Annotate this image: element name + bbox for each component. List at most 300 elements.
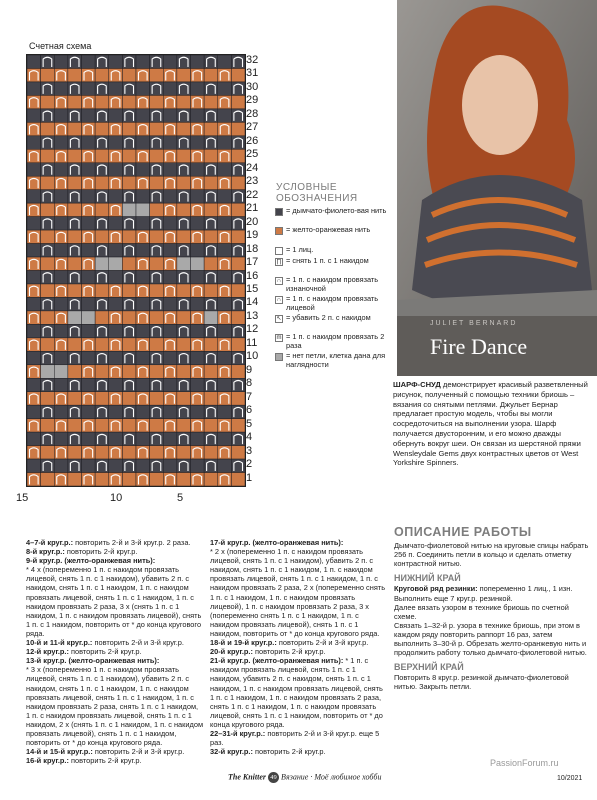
chart-cell xyxy=(68,149,82,162)
chart-cell xyxy=(218,378,232,391)
instruction-paragraph: 16-й круг.р.: повторить 2-й круг.р. xyxy=(26,756,142,766)
chart-cell xyxy=(204,109,218,122)
chart-cell xyxy=(204,82,218,95)
chart-cell xyxy=(41,55,55,68)
instruction-paragraph: 13-й круг.р. (желто-оранжевая нить): xyxy=(26,656,160,666)
chart-cell xyxy=(41,68,55,81)
chart-cell xyxy=(122,68,136,81)
chart-cell xyxy=(218,338,232,351)
row-number: 19 xyxy=(246,229,259,242)
chart-cell xyxy=(68,217,82,230)
chart-cell xyxy=(177,230,191,243)
chart-cell xyxy=(68,284,82,297)
chart-cell xyxy=(95,190,109,203)
chart-cell xyxy=(68,244,82,257)
chart-cell xyxy=(95,351,109,364)
col-num-10: 10 xyxy=(110,492,123,504)
chart-cell xyxy=(122,392,136,405)
chart-cell xyxy=(109,365,123,378)
slip-stitch-icon: ∏ xyxy=(276,259,282,265)
chart-cell xyxy=(177,122,191,135)
chart-cell xyxy=(82,378,96,391)
chart-cell xyxy=(27,176,41,189)
chart-cell xyxy=(136,95,150,108)
chart-cell xyxy=(191,257,205,270)
chart-cell xyxy=(218,257,232,270)
chart-cell xyxy=(204,311,218,324)
chart-cell xyxy=(191,244,205,257)
chart-cell xyxy=(177,55,191,68)
chart-cell xyxy=(218,68,232,81)
row-number: 24 xyxy=(246,161,259,174)
chart-cell xyxy=(150,149,164,162)
purple-swatch-icon xyxy=(275,208,283,216)
chart-title: Счетная схема xyxy=(29,41,92,51)
chart-cell xyxy=(218,392,232,405)
chart-cell xyxy=(136,244,150,257)
chart-cell xyxy=(177,432,191,445)
decrease-icon: ↖ xyxy=(276,316,282,322)
chart-cell xyxy=(136,297,150,310)
chart-cell xyxy=(54,109,68,122)
chart-cell xyxy=(82,459,96,472)
chart-cell xyxy=(68,459,82,472)
chart-cell xyxy=(95,55,109,68)
chart-cell xyxy=(41,392,55,405)
chart-cell xyxy=(109,82,123,95)
chart-cell xyxy=(218,122,232,135)
chart-cell xyxy=(163,217,177,230)
chart-cell xyxy=(41,351,55,364)
instructions-column-1 xyxy=(26,538,204,765)
chart-cell xyxy=(177,459,191,472)
chart-cell xyxy=(204,163,218,176)
chart-cell xyxy=(231,122,245,135)
chart-cell xyxy=(150,284,164,297)
chart-cell xyxy=(109,378,123,391)
chart-cell xyxy=(41,405,55,418)
chart-cell xyxy=(41,190,55,203)
chart-cell xyxy=(163,271,177,284)
chart-cell xyxy=(218,203,232,216)
chart-cell xyxy=(163,392,177,405)
chart-cell xyxy=(191,432,205,445)
chart-cell xyxy=(109,95,123,108)
chart-cell xyxy=(231,257,245,270)
chart-cell xyxy=(27,284,41,297)
chart-cell xyxy=(231,55,245,68)
knit-symbol-icon xyxy=(275,247,283,255)
chart-cell xyxy=(136,459,150,472)
chart-cell xyxy=(136,271,150,284)
chart-cell xyxy=(82,122,96,135)
intro-lead: ШАРФ-СНУД xyxy=(393,380,441,389)
chart-cell xyxy=(109,432,123,445)
chart-cell xyxy=(150,203,164,216)
row-number: 16 xyxy=(246,269,259,282)
chart-cell xyxy=(68,68,82,81)
chart-cell xyxy=(231,338,245,351)
chart-cell xyxy=(95,257,109,270)
chart-cell xyxy=(218,271,232,284)
chart-cell xyxy=(218,190,232,203)
chart-cell xyxy=(204,68,218,81)
chart-cell xyxy=(109,338,123,351)
chart-cell xyxy=(231,473,245,486)
chart-cell xyxy=(136,311,150,324)
chart-cell xyxy=(95,405,109,418)
pattern-title: Fire Dance xyxy=(430,334,528,359)
chart-cell xyxy=(41,365,55,378)
chart-cell xyxy=(95,297,109,310)
chart-cell xyxy=(177,419,191,432)
chart-cell xyxy=(95,163,109,176)
chart-cell xyxy=(68,324,82,337)
chart-cell xyxy=(41,459,55,472)
chart-cell xyxy=(82,136,96,149)
chart-cell xyxy=(136,405,150,418)
chart-cell xyxy=(109,176,123,189)
chart-cell xyxy=(109,473,123,486)
chart-cell xyxy=(231,297,245,310)
chart-cell xyxy=(150,473,164,486)
chart-cell xyxy=(204,149,218,162)
chart-cell xyxy=(122,378,136,391)
chart-cell xyxy=(231,95,245,108)
chart-cell xyxy=(231,271,245,284)
instruction-paragraph: 32-й круг.р.: повторить 2-й круг.р. xyxy=(210,747,326,757)
chart-cell xyxy=(122,82,136,95)
chart-cell xyxy=(54,82,68,95)
chart-cell xyxy=(218,176,232,189)
chart-cell xyxy=(95,109,109,122)
top-edge-heading: ВЕРХНИЙ КРАЙ xyxy=(394,662,464,673)
chart-cell xyxy=(82,217,96,230)
chart-cell xyxy=(191,311,205,324)
chart-cell xyxy=(204,217,218,230)
chart-cell xyxy=(163,190,177,203)
chart-cell xyxy=(68,473,82,486)
chart-cell xyxy=(136,432,150,445)
chart-cell xyxy=(218,244,232,257)
chart-cell xyxy=(191,446,205,459)
instruction-paragraph: 9-й круг.р. (желто-оранжевая нить): xyxy=(26,556,156,566)
chart-cell xyxy=(95,82,109,95)
chart-cell xyxy=(177,217,191,230)
chart-cell xyxy=(82,109,96,122)
chart-cell xyxy=(163,82,177,95)
row-number: 32 xyxy=(246,54,259,66)
chart-cell xyxy=(218,136,232,149)
col-num-15: 15 xyxy=(16,492,29,504)
chart-cell xyxy=(27,203,41,216)
chart-cell xyxy=(191,163,205,176)
chart-cell xyxy=(109,271,123,284)
chart-cell xyxy=(136,68,150,81)
chart-cell xyxy=(163,95,177,108)
chart-cell xyxy=(122,311,136,324)
chart-cell xyxy=(109,122,123,135)
chart-cell xyxy=(231,136,245,149)
chart-cell xyxy=(150,82,164,95)
chart-cell xyxy=(177,271,191,284)
chart-cell xyxy=(54,392,68,405)
chart-cell xyxy=(177,68,191,81)
chart-cell xyxy=(27,378,41,391)
chart-cell xyxy=(68,351,82,364)
chart-cell xyxy=(191,473,205,486)
chart-cell xyxy=(191,405,205,418)
chart-cell xyxy=(150,378,164,391)
row-number: 12 xyxy=(246,323,259,336)
chart-cell xyxy=(136,122,150,135)
knit-yo-icon: ∩ xyxy=(276,297,282,303)
orange-swatch-icon xyxy=(275,227,283,235)
chart-cell xyxy=(122,284,136,297)
chart-cell xyxy=(204,55,218,68)
chart-cell xyxy=(177,473,191,486)
chart-cell xyxy=(95,230,109,243)
chart-cell xyxy=(191,284,205,297)
chart-cell xyxy=(95,244,109,257)
chart-cell xyxy=(191,95,205,108)
chart-cell xyxy=(150,217,164,230)
chart-cell xyxy=(191,149,205,162)
chart-cell xyxy=(150,338,164,351)
chart-cell xyxy=(27,419,41,432)
chart-cell xyxy=(177,365,191,378)
chart-cell xyxy=(150,122,164,135)
chart-cell xyxy=(41,297,55,310)
chart-cell xyxy=(109,311,123,324)
chart-cell xyxy=(109,459,123,472)
chart-cell xyxy=(95,446,109,459)
row-number: 1 xyxy=(246,471,253,484)
chart-cell xyxy=(122,176,136,189)
chart-cell xyxy=(177,324,191,337)
chart-cell xyxy=(150,176,164,189)
chart-cell xyxy=(122,324,136,337)
chart-cell xyxy=(191,122,205,135)
chart-cell xyxy=(109,217,123,230)
no-stitch-icon xyxy=(275,353,283,361)
chart-cell xyxy=(95,95,109,108)
chart-cell xyxy=(68,203,82,216)
chart-cell xyxy=(82,190,96,203)
chart-cell xyxy=(82,68,96,81)
chart-cell xyxy=(204,338,218,351)
chart-cell xyxy=(231,149,245,162)
chart-cell xyxy=(218,163,232,176)
chart-cell xyxy=(109,405,123,418)
chart-cell xyxy=(204,136,218,149)
row-number: 21 xyxy=(246,202,259,215)
chart-cell xyxy=(82,149,96,162)
chart-cell xyxy=(218,419,232,432)
instructions-column-2 xyxy=(210,538,388,756)
row-number: 25 xyxy=(246,148,259,161)
chart-cell xyxy=(82,311,96,324)
chart-cell xyxy=(231,190,245,203)
chart-cell xyxy=(95,271,109,284)
chart-cell xyxy=(231,351,245,364)
chart-cell xyxy=(218,149,232,162)
chart-cell xyxy=(231,217,245,230)
chart-cell xyxy=(82,365,96,378)
chart-cell xyxy=(27,82,41,95)
magazine-subtitle: Вязание · Моё любимое хобби xyxy=(281,772,382,782)
chart-cell xyxy=(177,378,191,391)
pattern-repeat-text: Связать 1–32-й р. узора в технике бриошь, при этом в каждом ряду повторить раппорт 16 раз, затем выполнить 3–30-й р. Обрезать желто-оранжевую нить и продолжить работу только дымчато-фиолетовой нитью. xyxy=(394,620,587,658)
chart-cell xyxy=(191,419,205,432)
chart-cell xyxy=(41,378,55,391)
chart-cell xyxy=(204,351,218,364)
chart-cell xyxy=(82,257,96,270)
chart-cell xyxy=(204,324,218,337)
chart-cell xyxy=(122,459,136,472)
chart-cell xyxy=(204,230,218,243)
row-number: 23 xyxy=(246,175,259,188)
instruction-paragraph: 17-й круг.р. (желто-оранжевая нить): xyxy=(210,538,344,547)
chart-cell xyxy=(68,432,82,445)
chart-cell xyxy=(27,163,41,176)
chart-cell xyxy=(95,324,109,337)
chart-cell xyxy=(122,338,136,351)
chart-cell xyxy=(163,459,177,472)
chart-cell xyxy=(95,432,109,445)
chart-cell xyxy=(54,230,68,243)
chart-cell xyxy=(54,68,68,81)
chart-cell xyxy=(136,473,150,486)
increase-icon: m xyxy=(276,335,282,341)
row-number: 14 xyxy=(246,296,259,309)
row-number: 18 xyxy=(246,242,259,255)
chart-cell xyxy=(68,95,82,108)
chart-cell xyxy=(136,109,150,122)
chart-cell xyxy=(54,257,68,270)
chart-cell xyxy=(150,230,164,243)
chart-cell xyxy=(150,55,164,68)
chart-cell xyxy=(191,392,205,405)
row-number: 4 xyxy=(246,431,253,444)
chart-cell xyxy=(191,365,205,378)
chart-cell xyxy=(204,244,218,257)
chart-cell xyxy=(68,311,82,324)
chart-cell xyxy=(41,271,55,284)
chart-cell xyxy=(191,109,205,122)
chart-cell xyxy=(82,473,96,486)
chart-cell xyxy=(136,324,150,337)
row-number: 10 xyxy=(246,350,259,363)
chart-cell xyxy=(204,284,218,297)
chart-cell xyxy=(109,149,123,162)
chart-cell xyxy=(204,190,218,203)
chart-cell xyxy=(204,297,218,310)
chart-cell xyxy=(163,473,177,486)
col-num-5: 5 xyxy=(177,492,184,504)
chart-cell xyxy=(109,55,123,68)
chart-cell xyxy=(218,95,232,108)
chart-cell xyxy=(163,324,177,337)
chart-cell xyxy=(231,459,245,472)
chart-cell xyxy=(231,284,245,297)
chart-cell xyxy=(150,446,164,459)
chart-cell xyxy=(68,405,82,418)
chart-cell xyxy=(136,82,150,95)
chart-cell xyxy=(122,109,136,122)
chart-cell xyxy=(54,136,68,149)
chart-cell xyxy=(109,190,123,203)
chart-cell xyxy=(136,230,150,243)
chart-cell xyxy=(27,190,41,203)
chart-cell xyxy=(136,351,150,364)
chart-cell xyxy=(163,378,177,391)
chart-cell xyxy=(82,95,96,108)
row-number: 2 xyxy=(246,458,253,471)
row-number: 30 xyxy=(246,80,259,93)
chart-cell xyxy=(218,405,232,418)
row-number: 6 xyxy=(246,404,253,417)
chart-cell xyxy=(231,203,245,216)
intro-body: демонстрирует красивый разветвленный рисунок, полученный с помощью техники бриошь – вязания со снятыми петлями. Джульет Бернар предлагает простую модель, чтобы вы могли сосредоточиться на выполнении узора. Шарф получается двусторонним, и его можно дважды обернуть вокруг шеи. Он связан из шерстяной пряжи Wensleydale Gems двух контрастных цветов от West Yorkshire Spinners. xyxy=(393,380,588,468)
chart-cell xyxy=(150,136,164,149)
chart-cell xyxy=(204,392,218,405)
chart-cell xyxy=(136,284,150,297)
chart-cell xyxy=(54,203,68,216)
row-number: 8 xyxy=(246,377,253,390)
chart-cell xyxy=(150,163,164,176)
chart-cell xyxy=(136,136,150,149)
chart-cell xyxy=(150,257,164,270)
chart-cell xyxy=(177,95,191,108)
chart-cell xyxy=(163,338,177,351)
chart-cell xyxy=(122,95,136,108)
chart-cell xyxy=(163,446,177,459)
chart-cell xyxy=(204,203,218,216)
chart-cell xyxy=(41,176,55,189)
chart-cell xyxy=(109,109,123,122)
chart-cell xyxy=(231,324,245,337)
chart-cell xyxy=(27,230,41,243)
chart-cell xyxy=(136,378,150,391)
chart-cell xyxy=(136,446,150,459)
chart-cell xyxy=(150,324,164,337)
footer xyxy=(228,772,381,783)
chart-cell xyxy=(122,351,136,364)
chart-cell xyxy=(136,149,150,162)
chart-cell xyxy=(177,257,191,270)
chart-cell xyxy=(109,419,123,432)
chart-cell xyxy=(27,55,41,68)
chart-cell xyxy=(109,297,123,310)
chart-cell xyxy=(27,405,41,418)
chart-cell xyxy=(122,405,136,418)
chart-cell xyxy=(218,432,232,445)
chart-cell xyxy=(54,244,68,257)
chart-cell xyxy=(150,392,164,405)
chart-cell xyxy=(177,190,191,203)
row-number: 27 xyxy=(246,121,259,134)
chart-cell xyxy=(27,446,41,459)
chart-cell xyxy=(27,365,41,378)
row-numbers xyxy=(246,54,266,485)
chart-cell xyxy=(41,149,55,162)
section-heading: ОПИСАНИЕ РАБОТЫ xyxy=(394,525,532,539)
chart-cell xyxy=(54,149,68,162)
chart-cell xyxy=(41,311,55,324)
chart-cell xyxy=(41,109,55,122)
chart-cell xyxy=(27,432,41,445)
